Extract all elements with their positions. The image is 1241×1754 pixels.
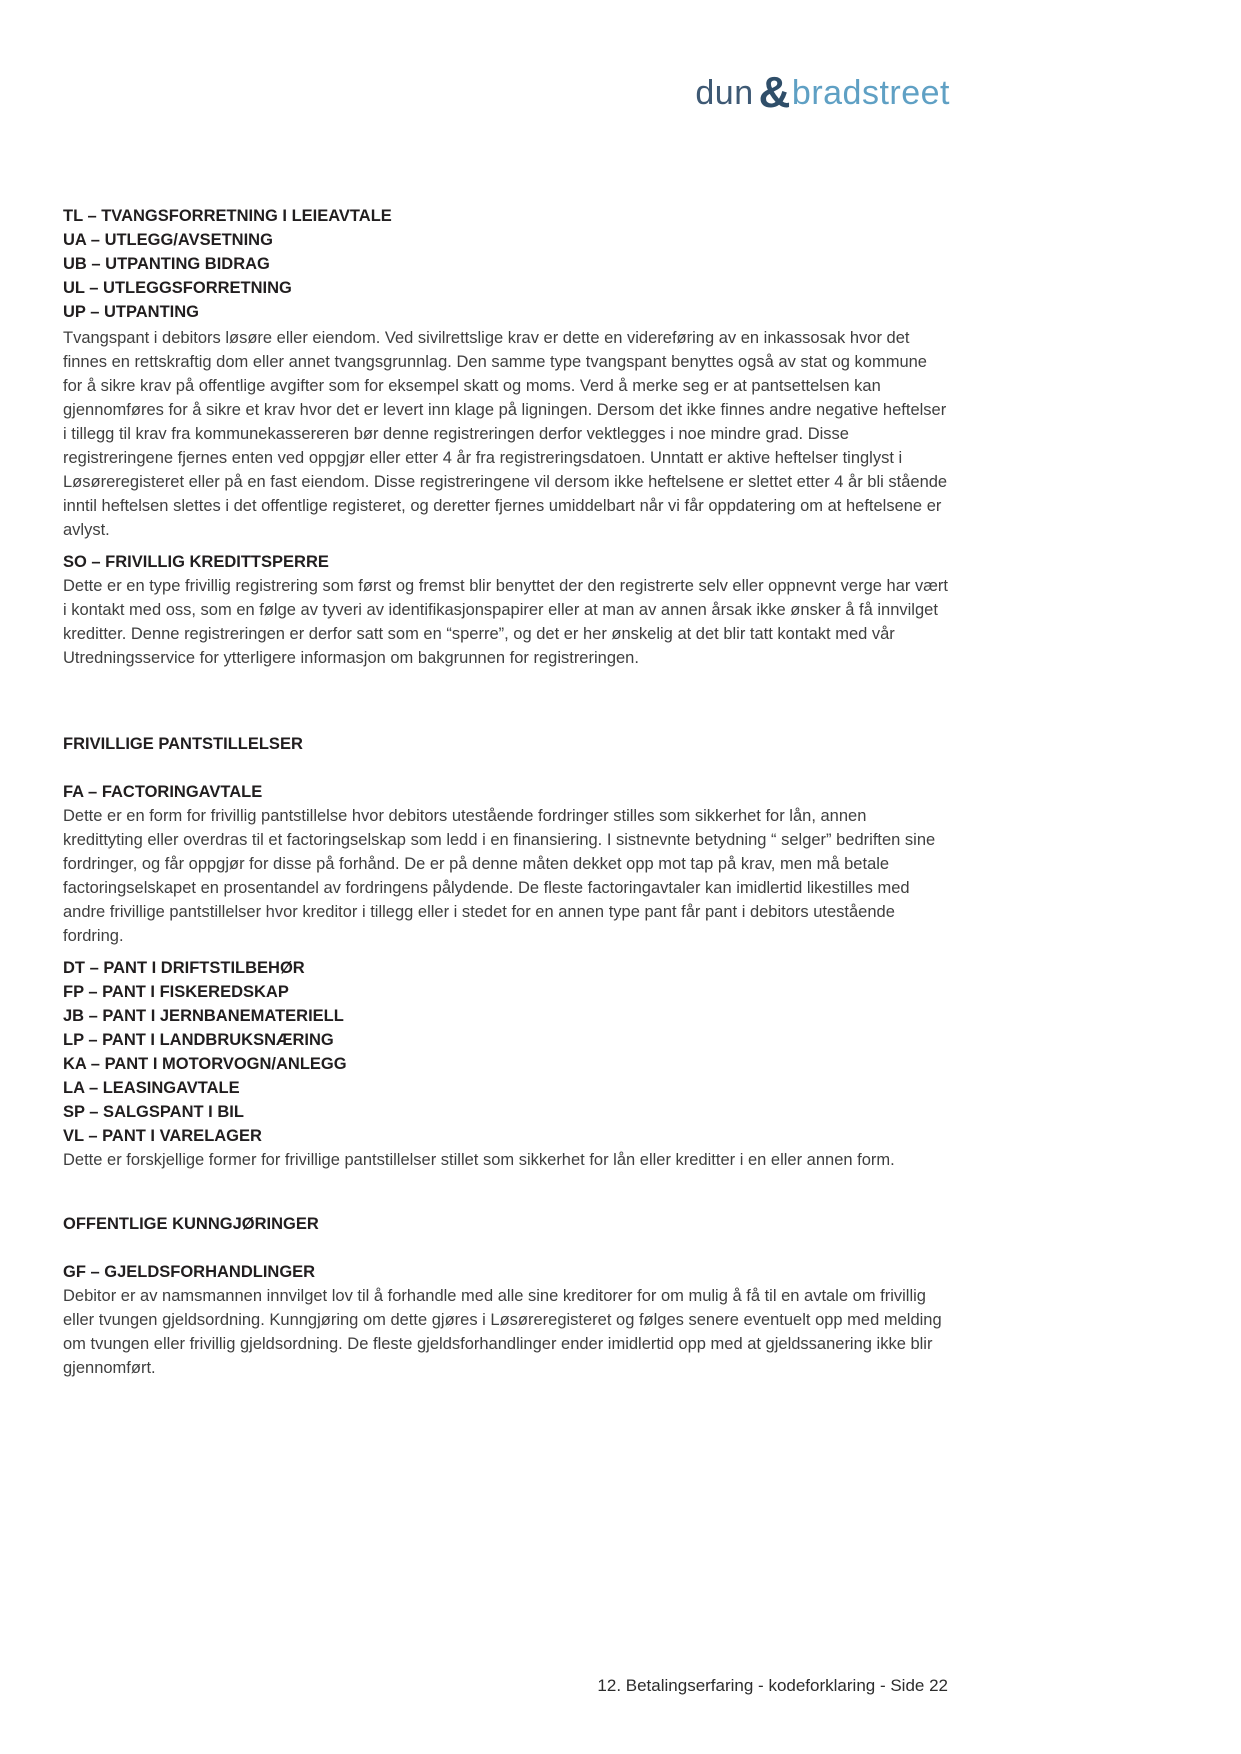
- paragraph-kredittsperre: Dette er en type frivillig registrering som først og fremst blir benyttet der den registrerte selv eller oppnevnt verge har vært i kontakt med oss, som en følge av tyveri av identifikasjonspapirer eller at man av annen årsak ikke ønsker å få innvilget kreditter. Denne registreringen er derfor satt som en “sperre”, og det er her ønskelig at det blir tatt kontakt med vår Utredningsservice for ytterligere informasjon om bakgrunnen for registreringen.: [63, 577, 948, 667]
- code-heading-ul: UL – UTLEGGSFORRETNING: [63, 279, 292, 297]
- code-heading-vl: VL – PANT I VARELAGER: [63, 1127, 262, 1145]
- logo-text-bradstreet: bradstreet: [791, 74, 950, 112]
- paragraph-tvangspant: Tvangspant i debitors løsøre eller eiendom. Ved sivilrettslige krav er dette en videreføring av en inkassosak hvor det finnes en rettskraftig dom eller annet tvangsgrunnlag. Den samme type tvangspant benyttes også av stat og kommune for å sikre krav på offentlige avgifter som for eksempel skatt og moms. Verd å merke seg er at pantsettelsen kan gjennomføres for å sikre et krav hvor det er levert inn klage på ligningen. Dersom det ikke finnes andre negative heftelser i tillegg til krav fra kommunekassereren bør denne registreringen derfor vektlegges i noe mindre grad. Disse registreringene fjernes enten ved oppgjør eller etter 4 år fra registreringsdatoen. Unntatt er aktive heftelser tinglyst i Løsøreregisteret eller på en fast eiendom. Disse registreringene vil dersom ikke heftelsene er slettet etter 4 år bli stående inntil heftelsen slettes i det offentlige registeret, og deretter fjernes umiddelbart når vi får oppdatering om at heftelsene er avlyst.: [63, 329, 948, 539]
- code-heading-sp: SP – SALGSPANT I BIL: [63, 1103, 244, 1121]
- code-heading-ub: UB – UTPANTING BIDRAG: [63, 255, 270, 273]
- code-heading-ua: UA – UTLEGG/AVSETNING: [63, 231, 273, 249]
- code-heading-gf: GF – GJELDSFORHANDLINGER: [63, 1263, 316, 1281]
- logo-text-dun: dun: [695, 74, 754, 112]
- dun-bradstreet-logo: [695, 68, 950, 117]
- page-footer: 12. Betalingserfaring - kodeforklaring - Side 22: [597, 1676, 948, 1695]
- code-heading-fa: FA – FACTORINGAVTALE: [63, 783, 263, 801]
- document-body: [63, 204, 949, 1380]
- paragraph-pantstillelser: Dette er forskjellige former for frivillige pantstillelser stillet som sikkerhet for lån eller kreditter i en eller annen form.: [63, 1151, 895, 1169]
- code-heading-so: SO – FRIVILLIG KREDITTSPERRE: [63, 553, 329, 571]
- code-heading-jb: JB – PANT I JERNBANEMATERIELL: [63, 1007, 344, 1025]
- code-heading-tl: TL – TVANGSFORRETNING I LEIEAVTALE: [63, 207, 392, 225]
- code-heading-ka: KA – PANT I MOTORVOGN/ANLEGG: [63, 1055, 347, 1073]
- code-heading-dt: DT – PANT I DRIFTSTILBEHØR: [63, 959, 305, 977]
- code-heading-group-pant: [63, 956, 949, 1148]
- code-heading-fp: FP – PANT I FISKEREDSKAP: [63, 983, 289, 1001]
- code-heading-lp: LP – PANT I LANDBRUKSNÆRING: [63, 1031, 334, 1049]
- section-title-frivillige-pantstillelser: FRIVILLIGE PANTSTILLELSER: [63, 735, 303, 753]
- code-heading-la: LA – LEASINGAVTALE: [63, 1079, 240, 1097]
- code-heading-group-tvangs: [63, 204, 949, 324]
- section-title-offentlige-kunngjoringer: OFFENTLIGE KUNNGJØRINGER: [63, 1215, 319, 1233]
- paragraph-factoringavtale: Dette er en form for frivillig pantstillelse hvor debitors utestående fordringer stilles som sikkerhet for lån, annen kredittyting eller overdras til et factoringselskap som ledd i en finansiering. I sistnevnte betydning “ selger” bedriften sine fordringer, og får oppgjør for disse på forhånd. De er på denne måten dekket opp mot tap på krav, men må betale factoringselskapet en prosentandel av fordringens pålydende. De fleste factoringavtaler kan imidlertid likestilles med andre frivillige pantstillelser hvor kreditor i tillegg eller i stedet for en annen type pant får pant i debitors utestående fordring.: [63, 807, 936, 945]
- logo-ampersand-icon: &: [758, 68, 791, 117]
- paragraph-gjeldsforhandlinger: Debitor er av namsmannen innvilget lov til å forhandle med alle sine kreditorer for om mulig å få til en avtale om frivillig eller tvungen gjeldsordning. Kunngjøring om dette gjøres i Løsøreregisteret og følges senere eventuelt opp med melding om tvungen eller frivillig gjeldsordning. De fleste gjeldsforhandlinger ender imidlertid opp med at gjeldssanering ikke blir gjennomført.: [63, 1287, 942, 1377]
- code-heading-up: UP – UTPANTING: [63, 303, 199, 321]
